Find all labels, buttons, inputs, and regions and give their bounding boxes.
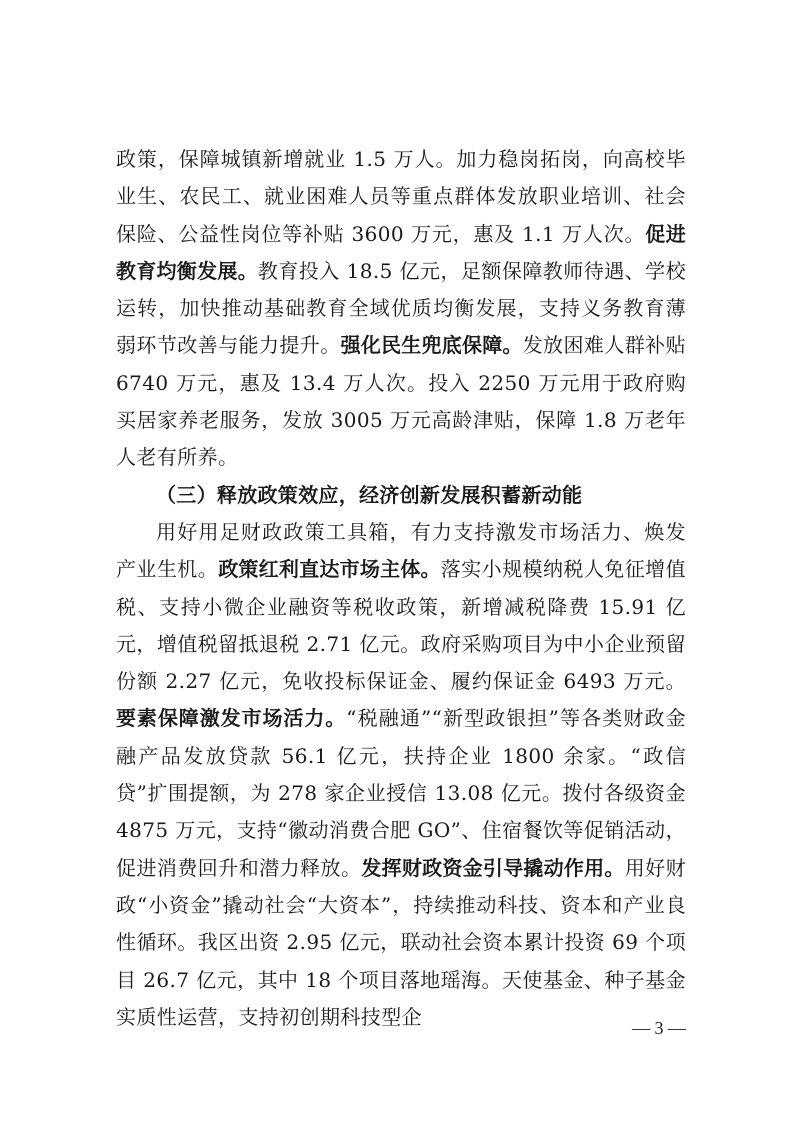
text-education: 教育投入 18.5 亿元，足额保障教师待遇、学校运转，加快推动基础教育全域优质均衡发展，支持义务教育薄弱环节改善与能力提升。 [116, 258, 686, 358]
text-policy-intro: 用好用足财政政策工具箱，有力支持激发市场活力、焕发产业生机。 [116, 519, 686, 582]
text-welfare: 发放困难人群补贴 6740 万元，惠及 13.4 万人次。投入 2250 万元用于政府购买居家养老服务，发放 3005 万元高龄津贴，保障 1.8 万老年人老有所养。 [116, 333, 686, 470]
text-policy-dividend: 落实小规模纳税人免征增值税、支持小微企业融资等税收政策，新增减税降费 15.91 亿元，增值税留抵退税 2.71 亿元。政府采购项目为中小企业预留份额 2.27 亿元，免收投标保证金、履约保证金 6493 万元。 [116, 557, 686, 694]
paragraph-policy-effects [116, 514, 686, 1036]
bold-heading-policy-dividend: 政策红利直达市场主体。 [218, 557, 441, 582]
bold-heading-education: 促进教育均衡发展。 [116, 221, 686, 283]
paragraph-employment-education-welfare [116, 141, 686, 477]
page-number: — 3 — [632, 1018, 686, 1038]
bold-heading-welfare: 强化民生兜底保障。 [340, 333, 523, 358]
section-heading: （三）释放政策效应，经济创新发展积蓄新动能 [156, 482, 583, 507]
bold-heading-fund-leverage: 发挥财政资金引导撬动作用。 [361, 855, 625, 880]
text-market-vitality: “税融通”“新型政银担”等各类财政金融产品发放贷款 56.1 亿元，扶持企业 1800 余家。“政信贷”扩围提额，为 278 家企业授信 13.08 亿元。拨付各级资金 4875 万元，支持“徽动消费合肥 GO”、住宿餐饮等促销活动，促进消费回升和潜力释放。 [116, 706, 686, 880]
bold-heading-market-vitality: 要素保障激发市场活力。 [116, 706, 347, 731]
text-fund-leverage: 用好财政“小资金”撬动社会“大资本”，持续推动科技、资本和产业良性循环。我区出资 2.95 亿元，联动社会资本累计投资 69 个项目 26.7 亿元，其中 18 个项目落地瑶海。天使基金、种子基金实质性运营，支持初创期科技型企 [116, 855, 686, 1029]
text-employment: 政策，保障城镇新增就业 1.5 万人。加力稳岗拓岗，向高校毕业生、农民工、就业困难人员等重点群体发放职业培训、社会保险、公益性岗位等补贴 3600 万元，惠及 1.1 万人次。 [116, 147, 686, 246]
document-body [116, 141, 686, 1036]
